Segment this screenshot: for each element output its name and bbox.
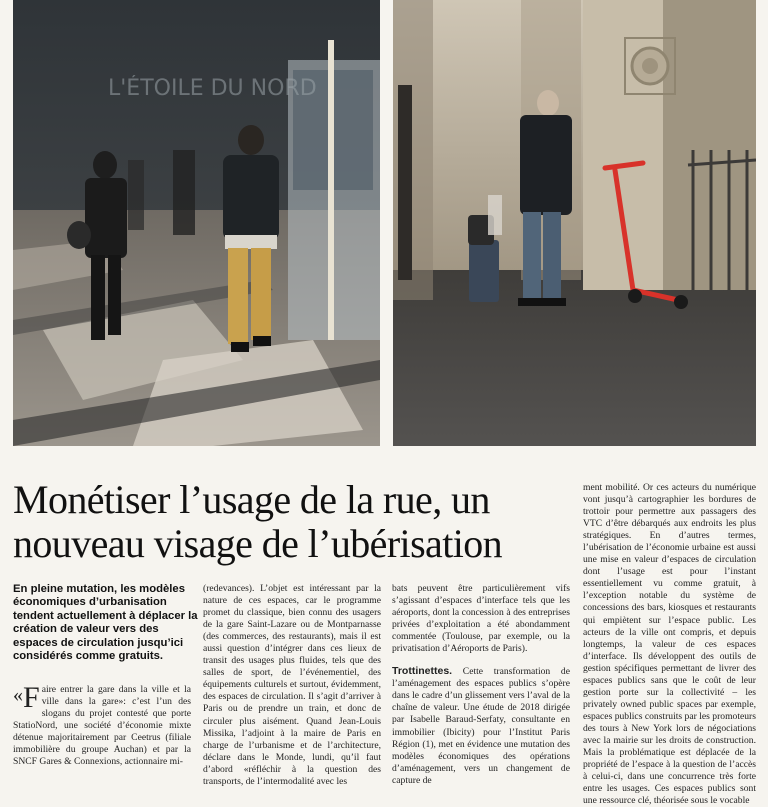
article-standfirst: En pleine mutation, les modèles économiques d’urbanisation tendent actuellement à déplacer la création de valeur vers des espaces de circulation jusqu’ici considérés comme gratuits. xyxy=(13,583,198,663)
body-text: Cette transformation de l’aménagement des espaces publics s’opère dans le cadre d’un glissement vers l’aval de la chaîne de valeur. Une étude de 2018 dirigée par Isabelle Baraud-Serfaty, consultante en immobilier (Ibicity) pour l’Institut Paris Région (1), met en évidence une mutation des modèles économiques des opérations d’aménagement, vers un changement de capture de xyxy=(392,666,570,786)
photo-station-hall xyxy=(13,0,380,446)
body-text: ment mobilité. Or ces acteurs du numérique vont jusqu’à cartographier les bordures de trottoir pour permettre aux passagers des VTC d’être débarqués aux endroits les plus stratégiques. En d’autres termes, l’ubérisation de l’économie urbaine est aussi une mise en valeur d’espaces de circulation dont l’usage est pour l’instant essentiellement vu comme gratuit, à l’exception notable du système de concessions des bars, kiosques et restaurants qui empiètent sur l’espace public. Les acteurs de la ville ont compris, et depuis longtemps, la valeur de ces espaces d’interface. Ils développent des outils de gestion spécifiques permettant de livrer des espaces publics sans que le coût de leur gestion porte sur la collectivité – les privately owned public spaces par exemple, espaces publics construits par les promoteurs des tours à New York lors de négociations avec la mairie sur les droits de construction. Mais la problématique est déplacée de la propriété de l’espace à la question de l’accès à celui-ci, dans une concurrence très forte entre les usages. Ces espaces publics sont une ressource clé, théorisée sous le vocable xyxy=(583,482,756,807)
section-subhead: Trottinettes. xyxy=(392,665,453,678)
body-text: bats peuvent être particulièrement vifs s’agissant d’espaces d’interface tels que les aéroports, dont la concession à des entreprises privées d’exploitation a été abondamment commentée (Toulouse, par exemple, ou la privatisation d’Aéroports de Paris). xyxy=(392,583,570,655)
body-column-1 xyxy=(13,681,191,768)
opening-quote: « xyxy=(13,684,23,706)
photo-man-and-scooter xyxy=(393,0,756,446)
body-text: aire entrer la gare dans la ville et la ville dans la gare»: c’est l’un des slogans du projet contesté que porte StatioNord, une société d’économie mixte détenue majoritairement par Ceetrus (filiale immobilière du groupe Auchan) et par la SNCF Gares & Connexions, actionnaire mi- xyxy=(13,684,191,768)
station-sign-text: L'ÉTOILE DU NORD xyxy=(108,76,317,101)
body-column-3 xyxy=(392,583,570,787)
article-headline: Monétiser l’usage de la rue, un nouveau visage de l’ubérisation xyxy=(13,477,503,566)
body-text: (redevances). L’objet est intéressant par la nature de ces espaces, car le programme promet du classique, bien connu des usagers de la gare Saint-Lazare ou de Montparnasse (des commerces, des restaurants), mais il est aussi question d’intégrer dans ces lieux de transit des usages plus fluides, tels que des salles de sport, de l’événementiel, des équipements culturels et surtout, évidemment, des espaces de circulation. Il s’agit d’arriver à Paris ou de prendre un train, et donc de circuler plus aisément. Quand Jean-Louis Missika, l’adjoint à la maire de Paris en charge de l’urbanisme et de l’architecture, déclare dans le Monde, lundi, qu’il faut d’abord «réfléchir à la question des transports, de l’intermodalité avec les xyxy=(203,583,381,787)
drop-cap: F xyxy=(23,681,40,714)
body-column-2 xyxy=(203,583,381,788)
body-column-4 xyxy=(583,482,756,807)
